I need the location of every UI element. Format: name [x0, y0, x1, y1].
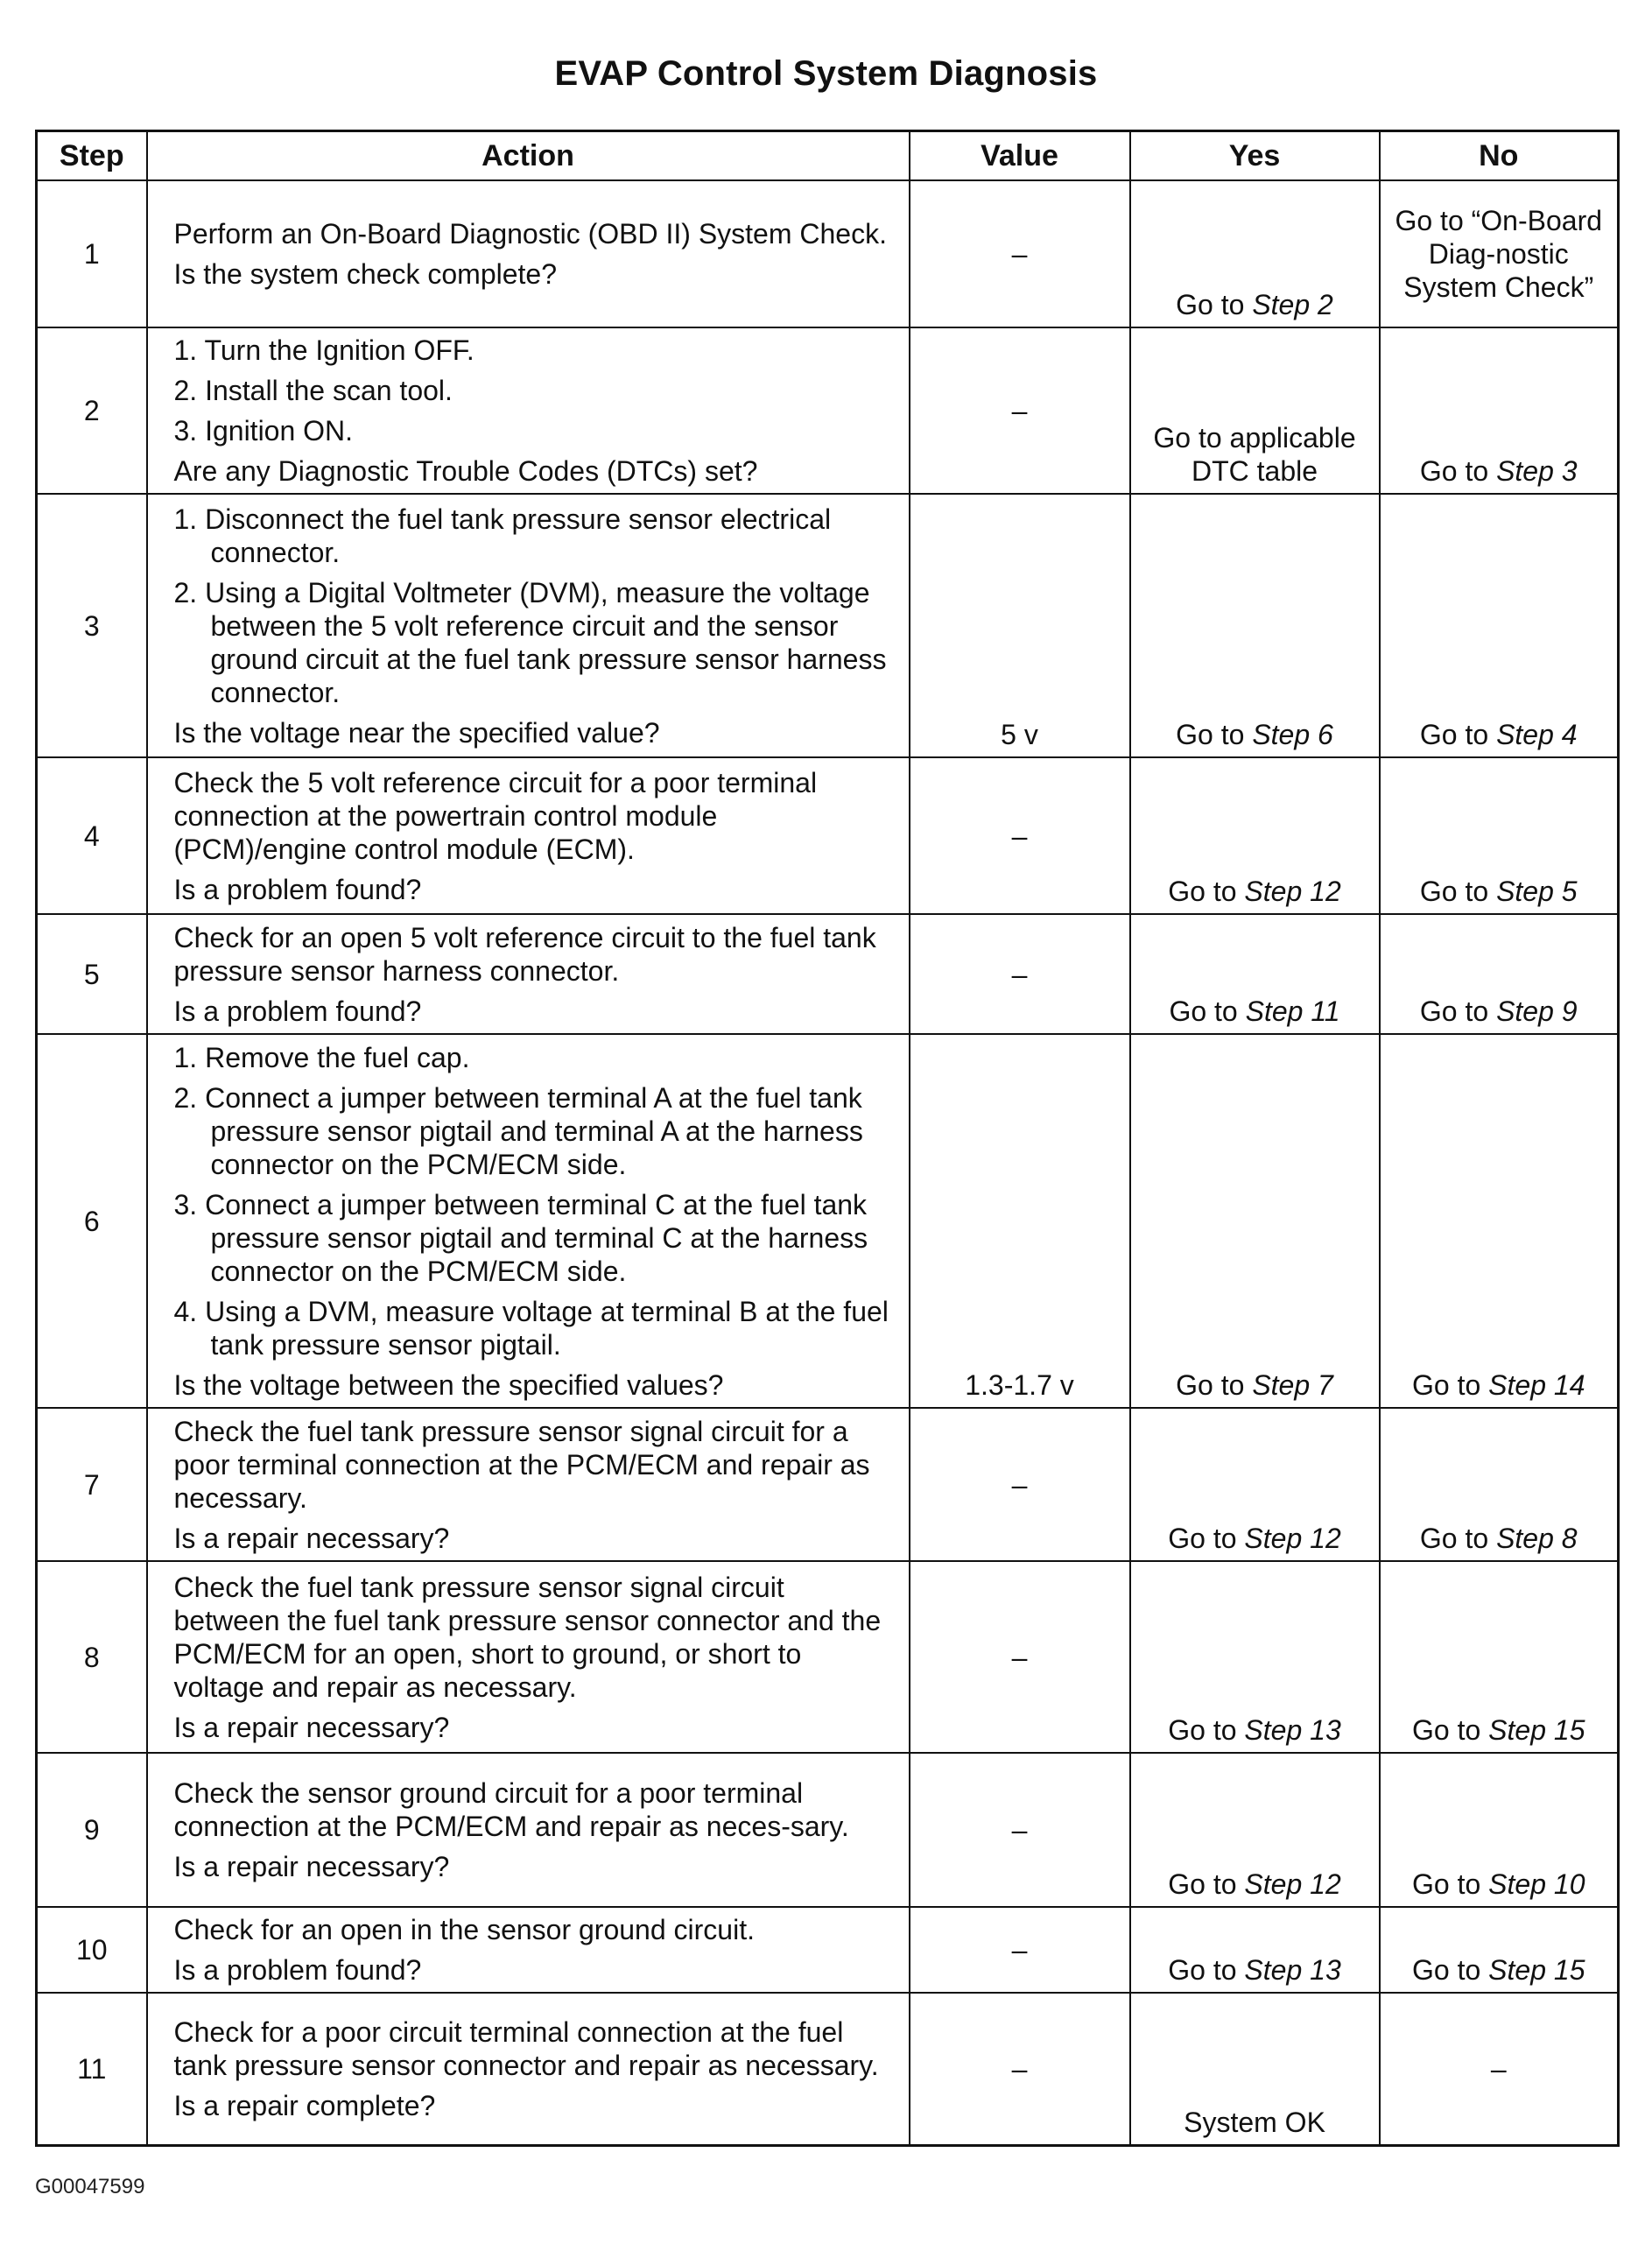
- go-to-label: Go to: [1176, 719, 1245, 750]
- action-question: Is a repair necessary?: [173, 1851, 450, 1882]
- yes-step-ref: Step 12: [1244, 876, 1341, 907]
- no-cell: [1380, 494, 1619, 757]
- action-text: Perform an On-Board Diagnostic (OBD II) System Check.: [173, 218, 887, 250]
- action-question: Are any Diagnostic Trouble Codes (DTCs) set?: [173, 455, 758, 487]
- action-cell: [147, 1753, 910, 1907]
- document-title: EVAP Control System Diagnosis: [554, 54, 1098, 93]
- action-cell: [147, 1034, 910, 1408]
- value-cell: –: [910, 757, 1130, 914]
- step-number: 7: [37, 1408, 147, 1561]
- action-cell: [147, 914, 910, 1034]
- yes-step-ref: Step 13: [1244, 1954, 1341, 1986]
- action-question: Is a repair necessary?: [173, 1711, 450, 1743]
- action-question: Is a problem found?: [173, 1954, 422, 1986]
- value-cell: –: [910, 1907, 1130, 1993]
- action-item: 4. Using a DVM, measure voltage at terminal B at the fuel tank pressure sensor pigtail.: [173, 1295, 889, 1361]
- yes-cell: [1130, 1408, 1380, 1561]
- action-text: Check for an open in the sensor ground circuit.: [173, 1914, 755, 1945]
- no-cell: [1380, 1907, 1619, 1993]
- action-item: 2. Using a Digital Voltmeter (DVM), measure the voltage between the 5 volt reference circuit and the sensor ground circuit at the fuel tank pressure sensor harness connector.: [173, 576, 887, 708]
- go-to-label: Go to: [1419, 719, 1489, 750]
- step-number: 5: [37, 914, 147, 1034]
- no-step-ref: Step 15: [1488, 1954, 1585, 1986]
- step-number: 8: [37, 1561, 147, 1753]
- action-text: Check the fuel tank pressure sensor signal circuit between the fuel tank pressure sensor connector and the PCM/ECM for an open, short to ground, or short to voltage and repair as necessary.: [173, 1571, 882, 1703]
- no-cell: [1380, 757, 1619, 914]
- no-cell: [1380, 1408, 1619, 1561]
- no-step-ref: Step 3: [1496, 455, 1578, 487]
- go-to-label: Go to: [1176, 289, 1245, 320]
- no-step-ref: Step 5: [1496, 876, 1578, 907]
- step-number: 2: [37, 327, 147, 494]
- go-to-label: Go to: [1168, 1868, 1237, 1900]
- table-row: [37, 1907, 1619, 1993]
- no-step-ref: Step 8: [1496, 1523, 1578, 1554]
- table-row: [37, 180, 1619, 327]
- action-cell: [147, 757, 910, 914]
- header-value: Value: [910, 131, 1130, 181]
- value-cell: –: [910, 327, 1130, 494]
- action-item: 1. Remove the fuel cap.: [173, 1041, 470, 1073]
- yes-step-ref: Step 7: [1252, 1369, 1333, 1401]
- action-text: Check for a poor circuit terminal connection at the fuel tank pressure sensor connector and repair as necessary.: [173, 2015, 879, 2081]
- table-row: [37, 914, 1619, 1034]
- action-item: 1. Disconnect the fuel tank pressure sensor electrical connector.: [173, 503, 832, 568]
- yes-cell: [1130, 1561, 1380, 1753]
- action-question: Is the voltage near the specified value?: [173, 716, 660, 749]
- yes-cell: [1130, 494, 1380, 757]
- action-item: 2. Connect a jumper between terminal A at the fuel tank pressure sensor pigtail and terminal A at the harness connector on the PCM/ECM side.: [173, 1081, 863, 1180]
- action-question: Is a repair complete?: [173, 2089, 436, 2121]
- action-question: Is the voltage between the specified values?: [173, 1368, 724, 1401]
- yes-cell: [1130, 1034, 1380, 1408]
- header-step: Step: [37, 131, 147, 181]
- table-row: [37, 1753, 1619, 1907]
- step-number: 9: [37, 1753, 147, 1907]
- yes-cell: [1130, 1753, 1380, 1907]
- action-question: Is a problem found?: [173, 873, 422, 905]
- no-step-ref: Step 4: [1496, 719, 1578, 750]
- yes-step-ref: Step 12: [1244, 1868, 1341, 1900]
- yes-cell: System OK: [1130, 1993, 1380, 2145]
- action-cell: [147, 1993, 910, 2145]
- action-text: Check the sensor ground circuit for a poor terminal connection at the PCM/ECM and repair as neces-sary.: [173, 1777, 849, 1842]
- table-row: [37, 1408, 1619, 1561]
- action-text: Check the fuel tank pressure sensor signal circuit for a poor terminal connection at the PCM/ECM and repair as necessary.: [173, 1415, 870, 1514]
- yes-cell: [1130, 180, 1380, 327]
- table-row: [37, 1561, 1619, 1753]
- header-action: Action: [147, 131, 910, 181]
- step-number: 6: [37, 1034, 147, 1408]
- action-item: 3. Ignition ON.: [173, 415, 354, 447]
- action-item: 1. Turn the Ignition OFF.: [173, 334, 475, 366]
- step-number: 1: [37, 180, 147, 327]
- yes-step-ref: Step 2: [1252, 289, 1333, 320]
- no-cell: [1380, 1561, 1619, 1753]
- yes-cell: Go to applicable DTC table: [1130, 327, 1380, 494]
- no-step-ref: Step 10: [1488, 1868, 1585, 1900]
- figure-id: G00047599: [35, 2175, 145, 2198]
- yes-step-ref: Step 6: [1252, 719, 1333, 750]
- go-to-label: Go to: [1412, 1714, 1481, 1746]
- yes-step-ref: Step 12: [1244, 1523, 1341, 1554]
- yes-step-ref: Step 13: [1244, 1714, 1341, 1746]
- value-cell: –: [910, 180, 1130, 327]
- no-step-ref: Step 15: [1488, 1714, 1585, 1746]
- header-no: No: [1380, 131, 1619, 181]
- no-cell: –: [1380, 1993, 1619, 2145]
- action-cell: [147, 180, 910, 327]
- action-text: Check the 5 volt reference circuit for a poor terminal connection at the powertrain control module (PCM)/engine control module (ECM).: [173, 766, 818, 865]
- step-number: 3: [37, 494, 147, 757]
- no-step-ref: Step 14: [1488, 1369, 1585, 1401]
- action-question: Is the system check complete?: [173, 258, 558, 290]
- go-to-label: Go to: [1169, 995, 1238, 1027]
- table-header-row: [37, 131, 1619, 181]
- value-cell: –: [910, 1993, 1130, 2145]
- no-cell: [1380, 914, 1619, 1034]
- action-text: Check for an open 5 volt reference circuit to the fuel tank pressure sensor harness connector.: [173, 921, 876, 987]
- action-cell: [147, 494, 910, 757]
- yes-step-ref: Step 11: [1245, 995, 1340, 1027]
- go-to-label: Go to: [1168, 1714, 1237, 1746]
- no-cell: [1380, 327, 1619, 494]
- yes-cell: [1130, 757, 1380, 914]
- table-row: [37, 327, 1619, 494]
- action-cell: [147, 1561, 910, 1753]
- table-row: [37, 1034, 1619, 1408]
- value-cell: 5 v: [910, 494, 1130, 757]
- go-to-label: Go to: [1412, 1369, 1481, 1401]
- value-cell: 1.3-1.7 v: [910, 1034, 1130, 1408]
- no-cell: Go to “On-Board Diag-nostic System Check”: [1380, 180, 1619, 327]
- action-question: Is a repair necessary?: [173, 1522, 450, 1554]
- action-cell: [147, 1408, 910, 1561]
- go-to-label: Go to: [1176, 1369, 1245, 1401]
- step-number: 10: [37, 1907, 147, 1993]
- value-cell: –: [910, 1561, 1130, 1753]
- step-number: 11: [37, 1993, 147, 2145]
- value-cell: –: [910, 1753, 1130, 1907]
- go-to-label: Go to: [1168, 1954, 1237, 1986]
- diagnosis-table: [35, 130, 1620, 2147]
- table-row: [37, 494, 1619, 757]
- action-cell: [147, 1907, 910, 1993]
- action-item: 2. Install the scan tool.: [173, 375, 453, 406]
- step-number: 4: [37, 757, 147, 914]
- go-to-label: Go to: [1419, 455, 1489, 487]
- header-yes: Yes: [1130, 131, 1380, 181]
- value-cell: –: [910, 1408, 1130, 1561]
- go-to-label: Go to: [1412, 1954, 1481, 1986]
- go-to-label: Go to: [1419, 876, 1489, 907]
- action-cell: [147, 327, 910, 494]
- table-row: [37, 757, 1619, 914]
- action-item: 3. Connect a jumper between terminal C at the fuel tank pressure sensor pigtail and terminal C at the harness connector on the PCM/ECM side.: [173, 1188, 868, 1287]
- go-to-label: Go to: [1419, 995, 1489, 1027]
- table-row: [37, 1993, 1619, 2145]
- go-to-label: Go to: [1168, 876, 1237, 907]
- no-step-ref: Step 9: [1496, 995, 1578, 1027]
- go-to-label: Go to: [1168, 1523, 1237, 1554]
- go-to-label: Go to: [1412, 1868, 1481, 1900]
- no-cell: [1380, 1753, 1619, 1907]
- value-cell: –: [910, 914, 1130, 1034]
- action-question: Is a problem found?: [173, 995, 422, 1027]
- yes-cell: [1130, 1907, 1380, 1993]
- no-cell: [1380, 1034, 1619, 1408]
- go-to-label: Go to: [1419, 1523, 1489, 1554]
- yes-cell: [1130, 914, 1380, 1034]
